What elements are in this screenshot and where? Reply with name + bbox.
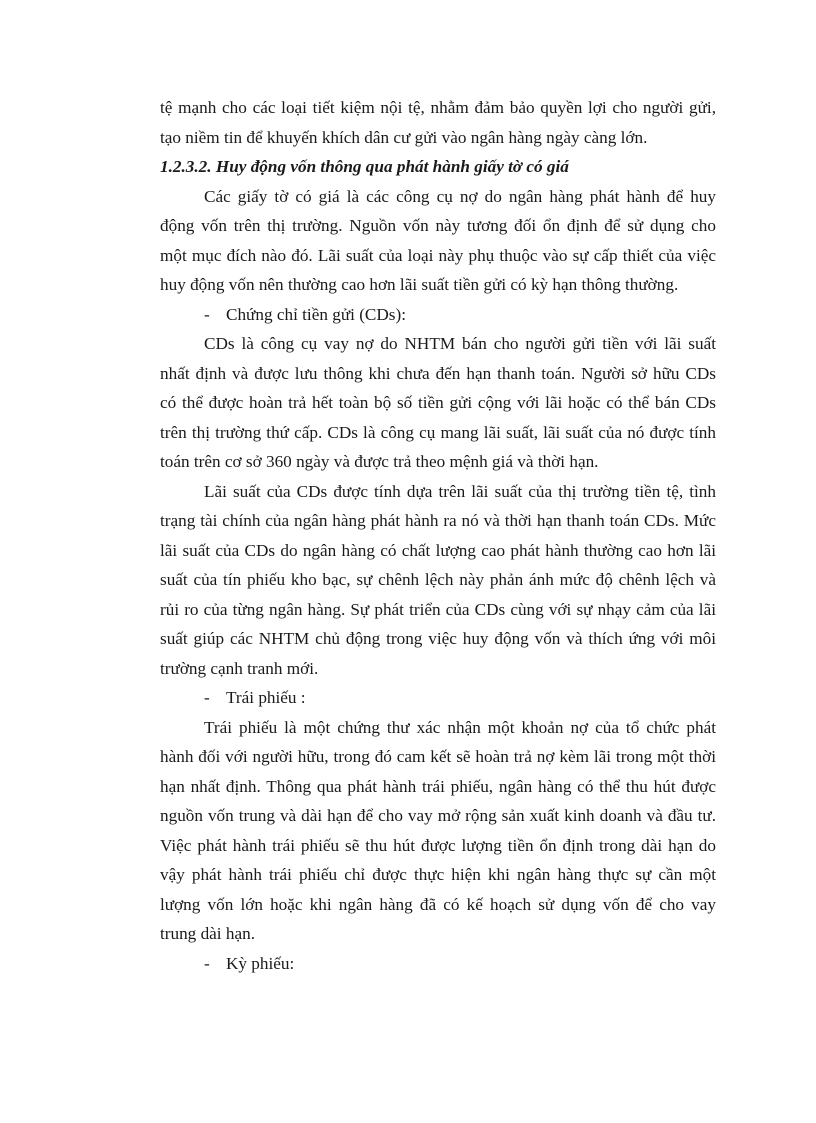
bullet-cds — [160, 300, 716, 330]
text-line: trung dài hạn. — [160, 924, 255, 943]
bullet-dash: - — [204, 688, 210, 707]
bullet-label: Kỳ phiếu: — [226, 953, 295, 973]
text-line: một mục đích nào đó. Lãi suất của loại này phụ thuộc vào sự cấp thiết của việc — [160, 245, 716, 265]
text-line: trên thị trường thứ cấp. CDs là công cụ mang lãi suất, lãi suất của nó được tính — [160, 422, 716, 442]
paragraph-bonds — [160, 713, 716, 949]
text-line: nhất định và được lưu thông khi chưa đến hạn thanh toán. Người sở hữu CDs — [160, 363, 716, 383]
bullet-dash: - — [204, 304, 210, 324]
bullet-dash: - — [204, 953, 210, 973]
text-line: vậy phát hành trái phiếu chỉ được thực hiện khi ngân hàng thực sự cần một — [160, 865, 716, 884]
text-line: rủi ro của từng ngân hàng. Sự phát triển của CDs cùng với sự nhạy cảm của lãi — [160, 599, 716, 619]
paragraph-cds-definition — [160, 329, 716, 477]
text-line: động vốn trên thị trường. Nguồn vốn này tương đối ổn định để sử dụng cho — [160, 216, 716, 235]
bullet-label: Chứng chỉ tiền gửi (CDs): — [226, 304, 406, 324]
text-line: Lãi suất của CDs được tính dựa trên lãi suất của thị trường tiền tệ, tình — [204, 481, 716, 501]
paragraph-cds-interest — [160, 477, 716, 684]
paragraph-securities — [160, 182, 716, 300]
text-line: toán trên cơ sở 360 ngày và được trả theo mệnh giá và thời hạn. — [160, 452, 599, 471]
text-line: lượng vốn lớn hoặc khi ngân hàng đã có kế hoạch sử dụng vốn để cho vay — [160, 894, 716, 914]
text-line: huy động vốn nên thường cao hơn lãi suất tiền gửi có kỳ hạn thông thường. — [160, 275, 679, 294]
paragraph-intro-continued — [160, 93, 716, 152]
text-line: trường cạnh tranh mới. — [160, 658, 319, 678]
text-line: Trái phiếu là một chứng thư xác nhận một khoản nợ của tổ chức phát — [204, 717, 716, 737]
text-line: tạo niềm tin để khuyến khích dân cư gửi vào ngân hàng ngày càng lớn. — [160, 127, 648, 147]
section-heading: 1.2.3.2. Huy động vốn thông qua phát hành giấy tờ có giá — [160, 157, 569, 176]
text-line: nguồn vốn trung và dài hạn để cho vay mở rộng sản xuất kinh doanh và đầu tư. — [160, 806, 716, 825]
text-line: hành đối với người hữu, trong đó cam kết sẽ hoàn trả nợ kèm lãi trong một thời — [160, 747, 716, 766]
bullet-promissory-notes — [160, 949, 716, 979]
text-line: Việc phát hành trái phiếu sẽ thu hút được lượng tiền ổn định trong dài hạn do — [160, 835, 716, 855]
text-line: CDs là công cụ vay nợ do NHTM bán cho người gửi tiền với lãi suất — [204, 334, 716, 353]
document-page — [160, 93, 716, 978]
text-line: có thể được hoàn trả hết toàn bộ số tiền gửi cộng với lãi hoặc có thể bán CDs — [160, 393, 716, 412]
text-line: lãi suất của CDs do ngân hàng có chất lượng cao phát hành thường cao hơn lãi — [160, 540, 716, 560]
text-line: hạn nhất định. Thông qua phát hành trái phiếu, ngân hàng có thể thu hút được — [160, 776, 716, 796]
text-line: Các giấy tờ có giá là các công cụ nợ do ngân hàng phát hành để huy — [204, 186, 716, 206]
bullet-bonds — [160, 683, 716, 713]
bullet-label: Trái phiếu : — [226, 688, 306, 707]
text-line: suất giúp các NHTM chủ động trong việc huy động vốn và thích ứng với môi — [160, 629, 716, 648]
text-line: tệ mạnh cho các loại tiết kiệm nội tệ, nhằm đảm bảo quyền lợi cho người gửi, — [160, 98, 716, 117]
text-line: trạng tài chính của ngân hàng phát hành ra nó và thời hạn thanh toán CDs. Mức — [160, 511, 716, 530]
text-line: suất của tín phiếu kho bạc, sự chênh lệch này phản ánh mức độ chênh lệch và — [160, 570, 716, 589]
